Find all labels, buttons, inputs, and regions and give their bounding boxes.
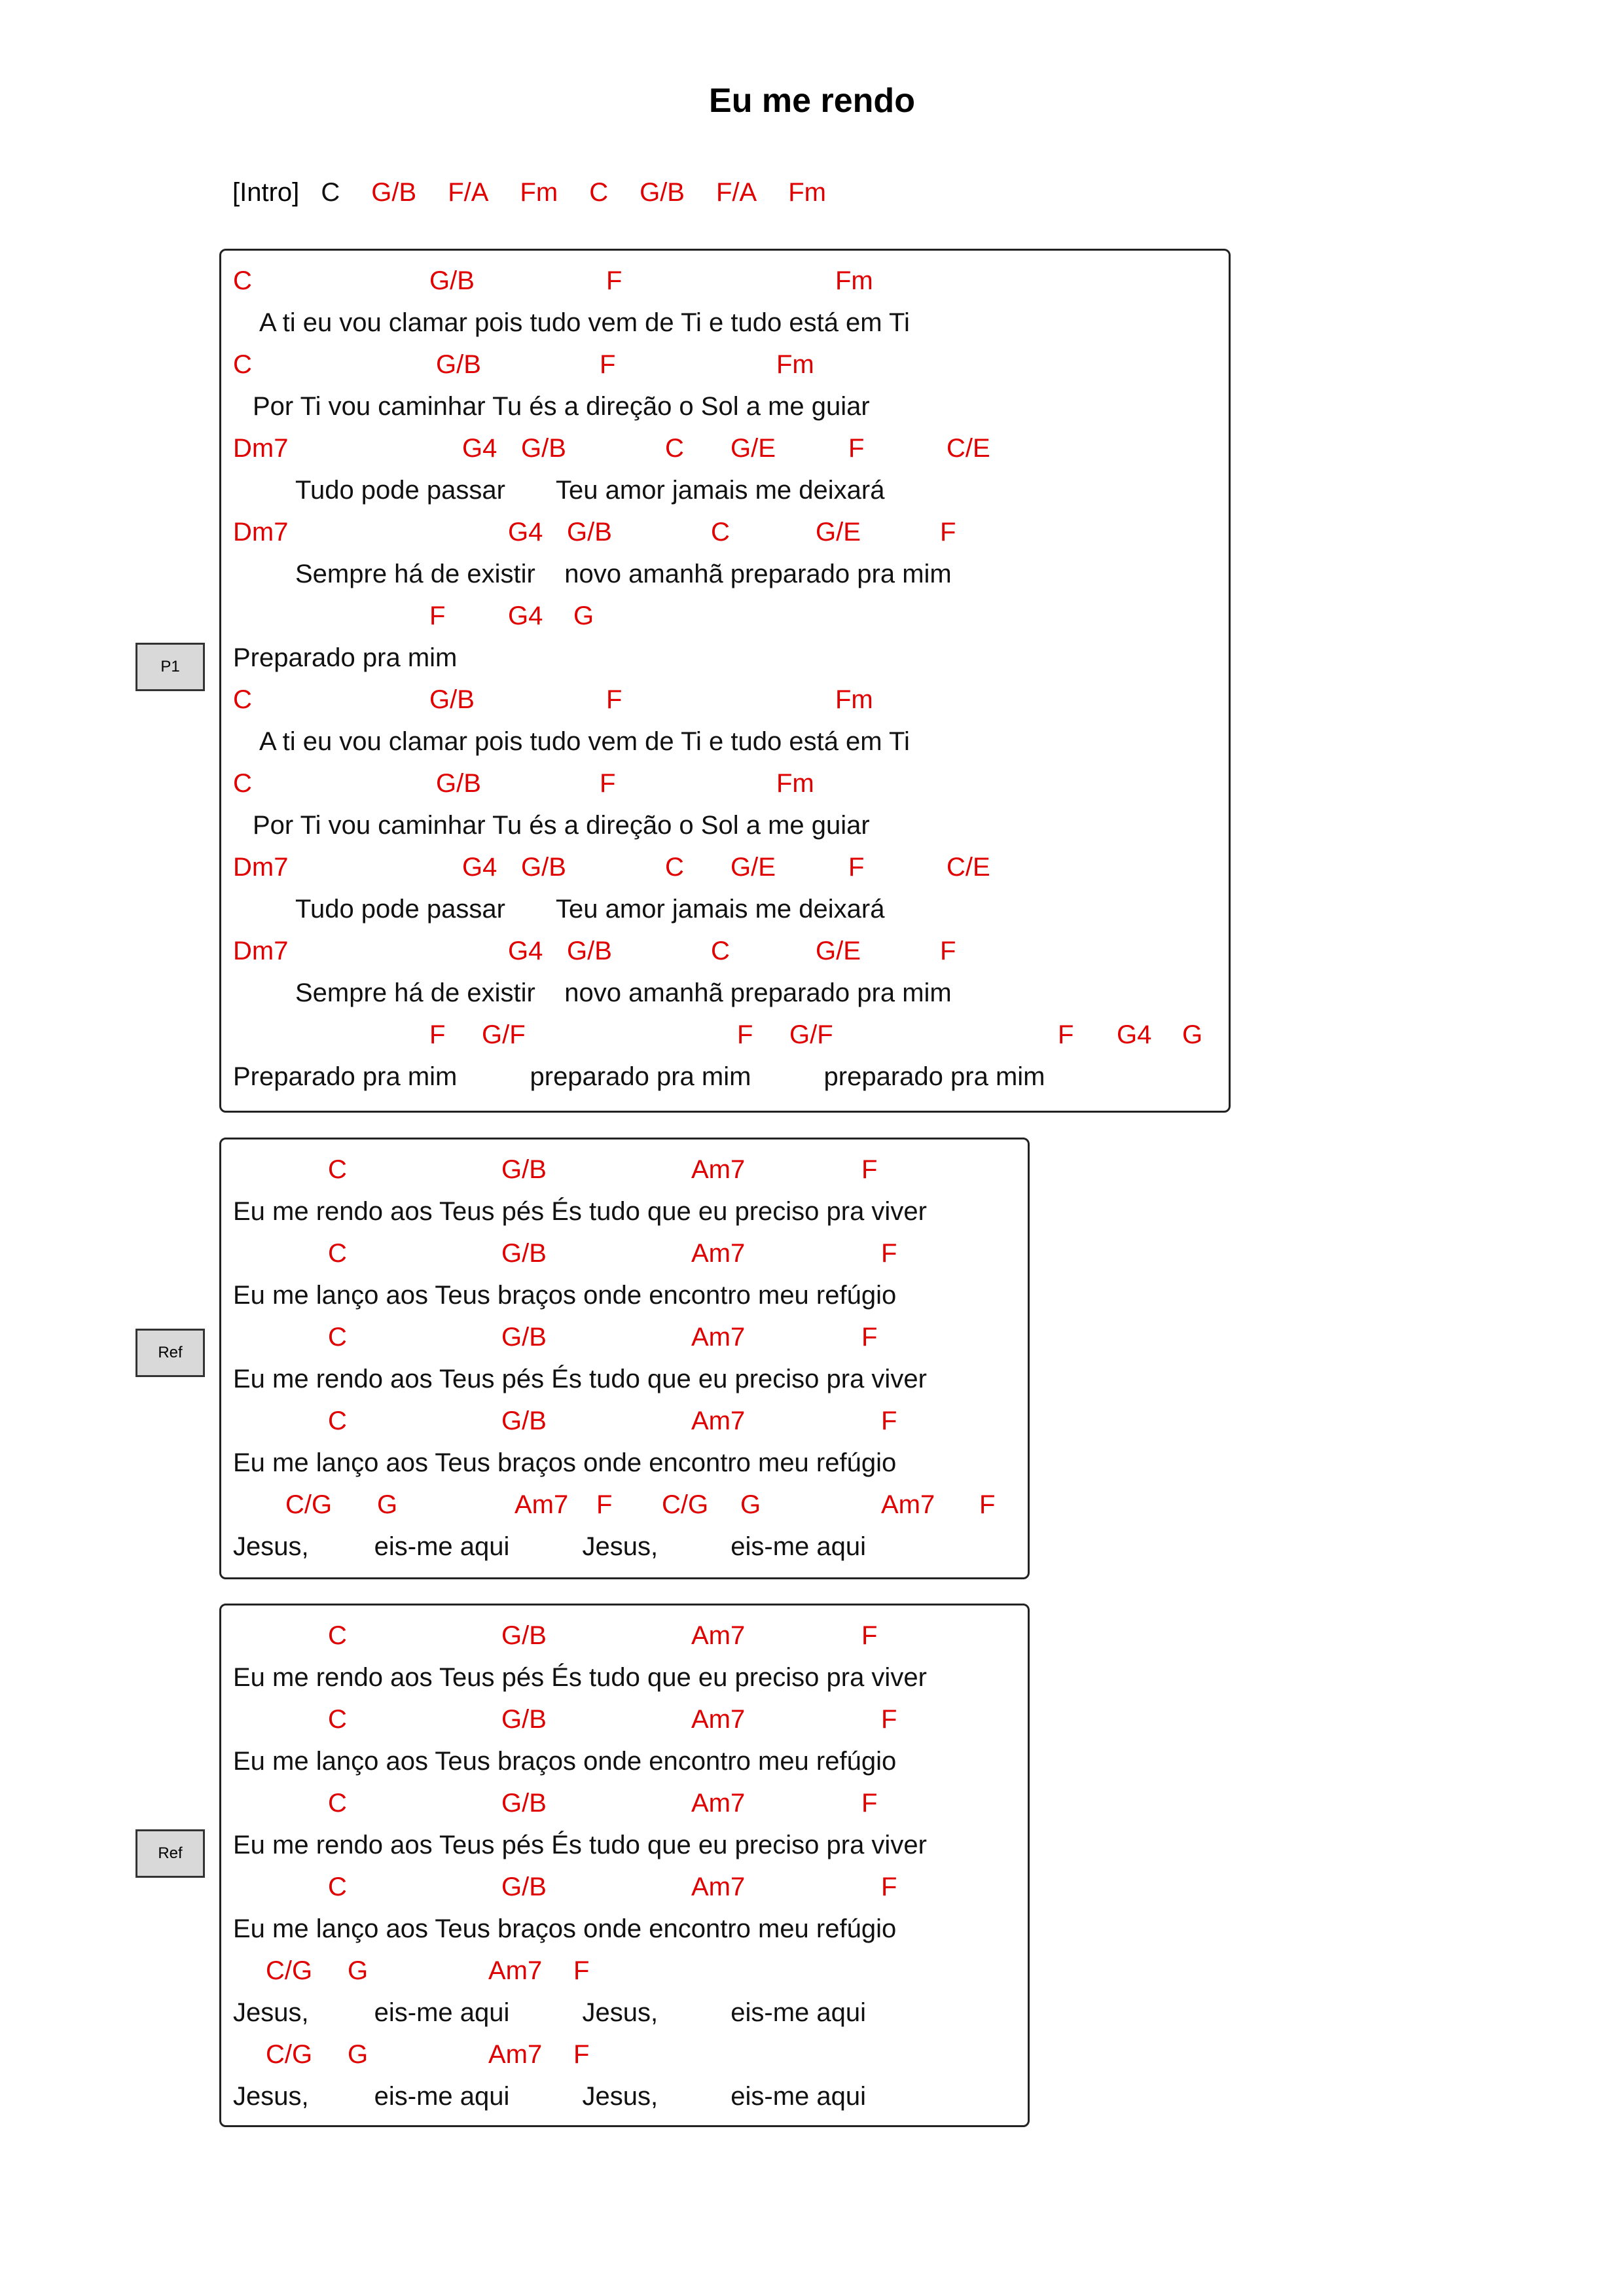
chord-label: G/E — [731, 434, 776, 463]
chord-label: G/B — [501, 1705, 547, 1734]
chord-label: C — [665, 853, 684, 882]
section-tag-ref: Ref — [135, 1329, 205, 1377]
chord-label: C — [328, 1239, 347, 1268]
chord-label: Am7 — [691, 1789, 746, 1818]
chord-label: G/F — [789, 1020, 833, 1049]
chord-label: Am7 — [691, 1873, 746, 1901]
chord-label: G/B — [429, 685, 475, 714]
chord-label: Fm — [776, 350, 814, 379]
chord-label: Am7 — [691, 1155, 746, 1184]
chord-label: Am7 — [691, 1407, 746, 1435]
chord-label: G/B — [521, 853, 566, 882]
intro-chord: C — [321, 178, 340, 207]
chord-label: F — [1058, 1020, 1074, 1049]
chord-label: Dm7 — [233, 434, 289, 463]
chord-label: Fm — [835, 685, 873, 714]
chord-label: Dm7 — [233, 937, 289, 965]
chord-label: G/B — [501, 1789, 547, 1818]
chord-label: G — [377, 1490, 398, 1519]
chord-label: C/G — [662, 1490, 709, 1519]
chord-label: Fm — [776, 769, 814, 798]
chord-label: C — [328, 1705, 347, 1734]
chord-label: G/B — [521, 434, 566, 463]
lyric-line: Por Ti vou caminhar Tu és a direção o Sol a me guiar — [253, 392, 870, 421]
section-ref — [219, 1138, 1030, 1579]
lyric-line: A ti eu vou clamar pois tudo vem de Ti e tudo está em Ti — [259, 727, 910, 756]
chord-label: G/B — [501, 1407, 547, 1435]
chord-label: G/B — [501, 1873, 547, 1901]
lyric-line: Eu me rendo aos Teus pés És tudo que eu preciso pra viver — [233, 1365, 927, 1393]
chord-label: F — [861, 1323, 878, 1352]
section-tag-p1: P1 — [135, 643, 205, 691]
intro-line — [232, 171, 826, 213]
chord-label: C — [328, 1789, 347, 1818]
chord-label: G/B — [501, 1155, 547, 1184]
chord-label: G — [348, 2040, 369, 2069]
chord-label: G4 — [462, 434, 497, 463]
chord-label: F — [881, 1873, 897, 1901]
chord-label: C/G — [266, 1956, 313, 1985]
chord-label: F — [606, 266, 623, 295]
intro-chord: F/A — [448, 178, 489, 207]
intro-chord: C — [589, 178, 609, 207]
chord-label: C — [233, 266, 252, 295]
chord-label: G — [348, 1956, 369, 1985]
chord-label: F — [881, 1407, 897, 1435]
chord-label: F — [596, 1490, 613, 1519]
chord-label: F — [881, 1705, 897, 1734]
chord-label: F — [573, 1956, 590, 1985]
chord-label: G4 — [508, 601, 543, 630]
section-tag-ref-2: Ref — [135, 1829, 205, 1878]
chord-label: Am7 — [691, 1323, 746, 1352]
lyric-line: Eu me lanço aos Teus braços onde encontro meu refúgio — [233, 1281, 897, 1310]
lyric-line: Eu me lanço aos Teus braços onde encontro meu refúgio — [233, 1448, 897, 1477]
chord-label: Am7 — [514, 1490, 569, 1519]
chord-label: C/G — [285, 1490, 333, 1519]
chord-label: F — [429, 1020, 446, 1049]
chord-label: G/B — [429, 266, 475, 295]
chord-label: G — [1182, 1020, 1203, 1049]
lyric-line: Tudo pode passar Teu amor jamais me deixará — [295, 476, 885, 505]
chord-label: G — [740, 1490, 761, 1519]
chord-label: C — [665, 434, 684, 463]
chord-label: C — [233, 769, 252, 798]
chord-label: C — [233, 685, 252, 714]
chord-label: G4 — [508, 937, 543, 965]
chord-label: F — [861, 1155, 878, 1184]
chord-label: F — [848, 853, 865, 882]
lyric-line: Jesus, eis-me aqui Jesus, eis-me aqui — [233, 2082, 867, 2111]
chord-label: Am7 — [691, 1239, 746, 1268]
chord-label: F — [606, 685, 623, 714]
chord-label: G/F — [482, 1020, 526, 1049]
chord-label: Dm7 — [233, 853, 289, 882]
chord-label: G/B — [501, 1239, 547, 1268]
chord-label: F — [573, 2040, 590, 2069]
chord-label: C — [328, 1323, 347, 1352]
chord-label: F — [600, 350, 616, 379]
chord-label: F — [940, 518, 956, 547]
intro-chord: Fm — [788, 178, 826, 207]
chord-label: Am7 — [691, 1705, 746, 1734]
chord-label: G4 — [462, 853, 497, 882]
chord-label: G — [573, 601, 594, 630]
intro-label: [Intro] — [232, 178, 300, 207]
chord-label: C — [233, 350, 252, 379]
chord-label: F — [861, 1789, 878, 1818]
chord-label: G/B — [567, 518, 612, 547]
chord-label: Fm — [835, 266, 873, 295]
chord-label: G/B — [436, 350, 481, 379]
chord-label: C — [328, 1407, 347, 1435]
intro-chord: Fm — [520, 178, 558, 207]
chord-label: Am7 — [488, 1956, 543, 1985]
intro-chords — [306, 178, 826, 207]
chord-label: F — [979, 1490, 996, 1519]
lyric-line: Por Ti vou caminhar Tu és a direção o Sol a me guiar — [253, 811, 870, 840]
lyric-line: A ti eu vou clamar pois tudo vem de Ti e tudo está em Ti — [259, 308, 910, 337]
chord-label: F — [600, 769, 616, 798]
lyric-line: Sempre há de existir novo amanhã preparado pra mim — [295, 978, 952, 1007]
chord-label: Am7 — [691, 1621, 746, 1650]
chord-label: G/E — [816, 937, 861, 965]
lyric-line: Tudo pode passar Teu amor jamais me deixará — [295, 895, 885, 924]
chord-label: G/B — [501, 1621, 547, 1650]
lyric-line: Eu me lanço aos Teus braços onde encontro meu refúgio — [233, 1914, 897, 1943]
chord-label: F — [848, 434, 865, 463]
section-ref-2 — [219, 1604, 1030, 2127]
chord-label: Am7 — [488, 2040, 543, 2069]
chord-label: Am7 — [881, 1490, 935, 1519]
chord-label: C — [711, 937, 730, 965]
chord-label: C/G — [266, 2040, 313, 2069]
chord-label: Dm7 — [233, 518, 289, 547]
chord-label: C — [711, 518, 730, 547]
chord-label: F — [861, 1621, 878, 1650]
chord-label: C/E — [947, 853, 990, 882]
chord-label: G/B — [501, 1323, 547, 1352]
lyric-line: Eu me rendo aos Teus pés És tudo que eu preciso pra viver — [233, 1663, 927, 1692]
intro-chord: G/B — [371, 178, 417, 207]
chord-label: G/E — [816, 518, 861, 547]
intro-chord: G/B — [640, 178, 685, 207]
lyric-line: Eu me rendo aos Teus pés És tudo que eu preciso pra viver — [233, 1831, 927, 1859]
lyric-line: Preparado pra mim preparado pra mim preparado pra mim — [233, 1062, 1045, 1091]
chord-label: G4 — [508, 518, 543, 547]
chord-label: C — [328, 1873, 347, 1901]
lyric-line: Preparado pra mim — [233, 643, 458, 672]
lyric-line: Jesus, eis-me aqui Jesus, eis-me aqui — [233, 1532, 867, 1561]
song-title: Eu me rendo — [709, 82, 915, 120]
chord-label: F — [940, 937, 956, 965]
chord-label: G/B — [567, 937, 612, 965]
chord-label: G/B — [436, 769, 481, 798]
lyric-line: Eu me rendo aos Teus pés És tudo que eu preciso pra viver — [233, 1197, 927, 1226]
intro-chord: F/A — [715, 178, 757, 207]
chord-label: C/E — [947, 434, 990, 463]
lyric-line: Jesus, eis-me aqui Jesus, eis-me aqui — [233, 1998, 867, 2027]
chord-label: F — [881, 1239, 897, 1268]
lyric-line: Sempre há de existir novo amanhã preparado pra mim — [295, 560, 952, 588]
chord-label: C — [328, 1155, 347, 1184]
chord-label: G4 — [1117, 1020, 1152, 1049]
chord-label: F — [429, 601, 446, 630]
section-p1 — [219, 249, 1231, 1113]
chord-label: C — [328, 1621, 347, 1650]
lyric-line: Eu me lanço aos Teus braços onde encontro meu refúgio — [233, 1747, 897, 1776]
chord-label: G/E — [731, 853, 776, 882]
chord-label: F — [737, 1020, 753, 1049]
